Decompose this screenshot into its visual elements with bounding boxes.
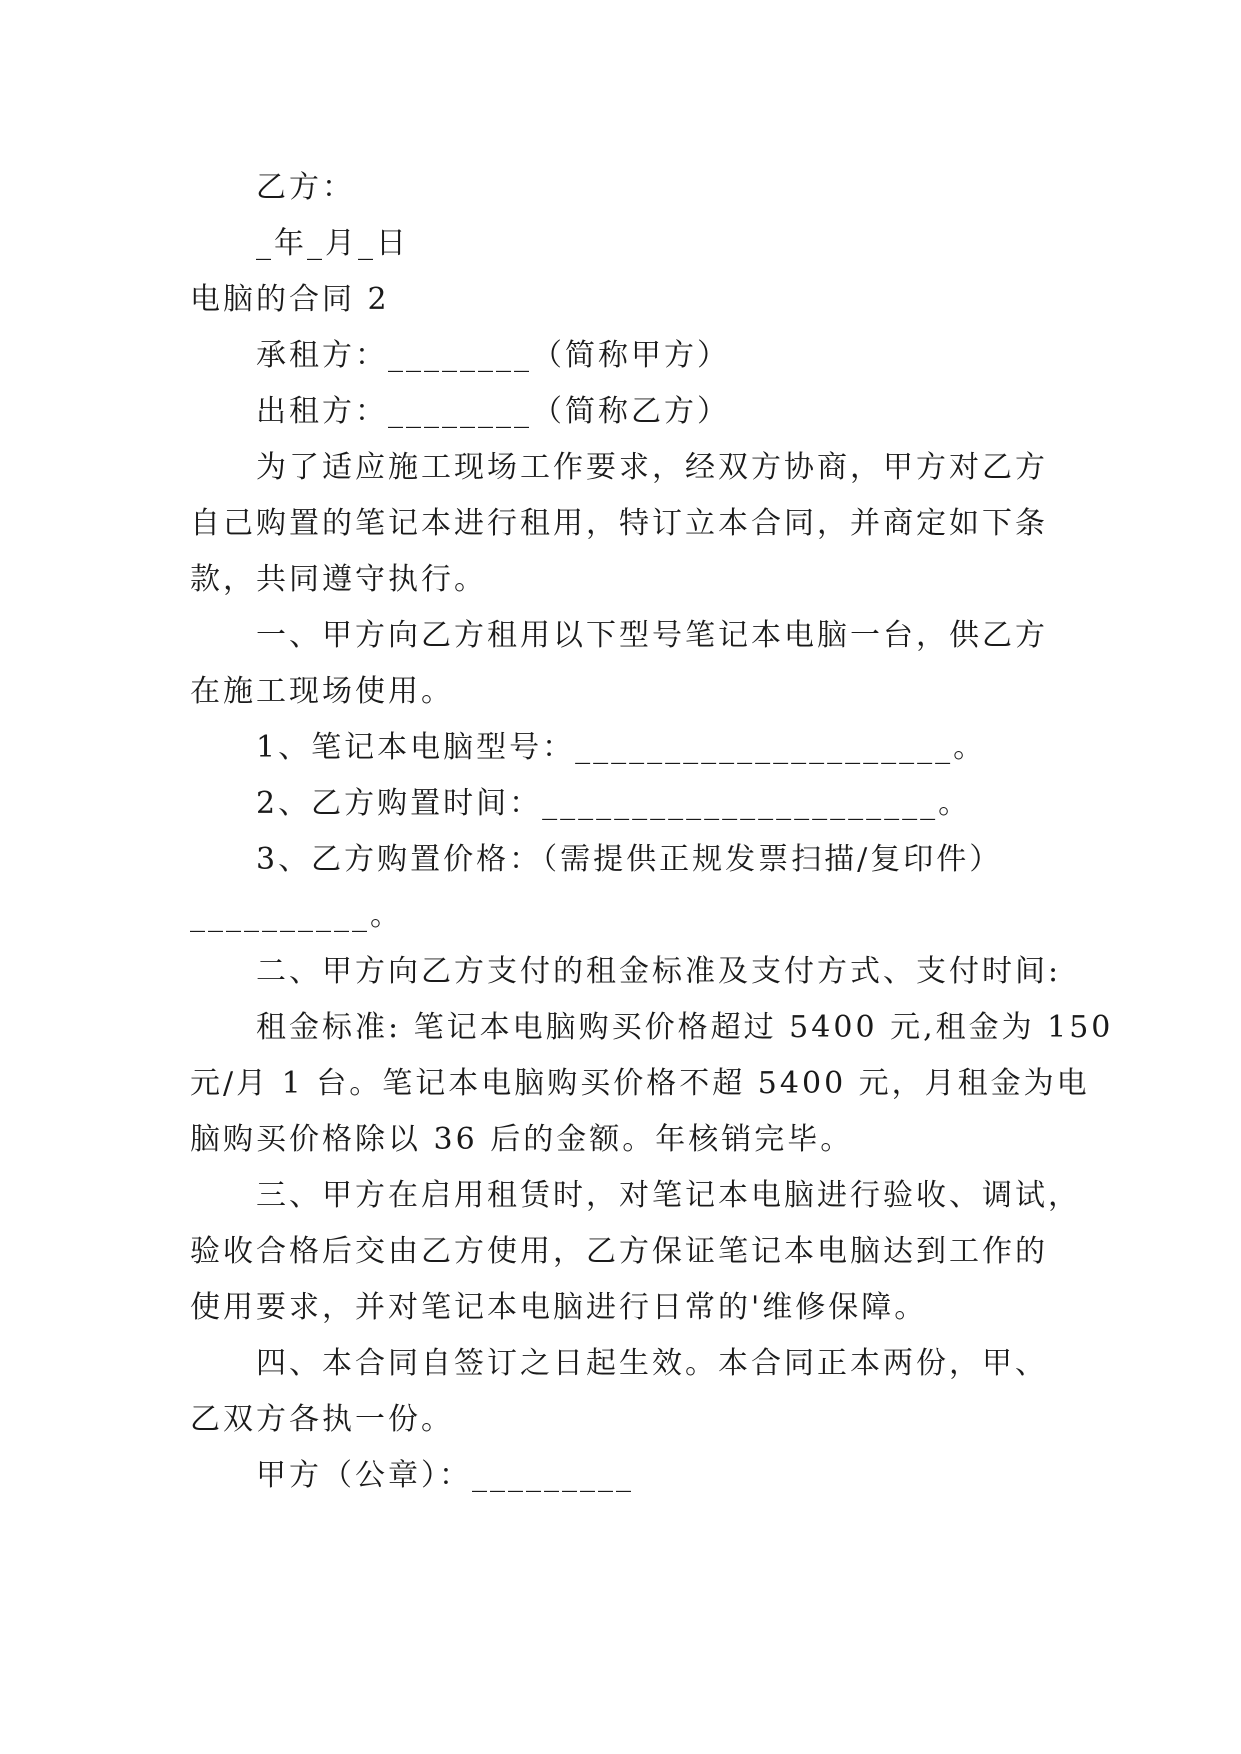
item-laptop-model: 1、笔记本电脑型号：_____________________。 — [256, 730, 987, 765]
party-a-seal-line: 甲方（公章）：_________ — [256, 1458, 634, 1493]
lessor-line: 出租方：________（简称乙方） — [256, 394, 730, 429]
clause-1-line-1: 一、甲方向乙方租用以下型号笔记本电脑一台，供乙方 — [256, 618, 1048, 653]
clause-1-line-2: 在施工现场使用。 — [190, 674, 454, 709]
item-purchase-time: 2、乙方购置时间：______________________。 — [256, 786, 972, 821]
clause-3-line-3: 使用要求，并对笔记本电脑进行日常的'维修保障。 — [190, 1290, 928, 1325]
clause-3-line-1: 三、甲方在启用租赁时，对笔记本电脑进行验收、调试， — [256, 1178, 1081, 1213]
lessee-line: 承租方：________（简称甲方） — [256, 338, 730, 373]
rent-standard-line-1: 租金标准: 笔记本电脑购买价格超过 5400 元,租金为 150 — [256, 1010, 1114, 1045]
rent-standard-line-3: 脑购买价格除以 36 后的金额。年核销完毕。 — [190, 1122, 854, 1157]
signature-date: _年_月_日 — [256, 226, 409, 261]
clause-2-heading: 二、甲方向乙方支付的租金标准及支付方式、支付时间: — [256, 954, 1062, 989]
item-purchase-price: 3、乙方购置价格：（需提供正规发票扫描/复印件） — [256, 842, 1003, 877]
rent-standard-line-2: 元/月 1 台。笔记本电脑购买价格不超 5400 元，月租金为电 — [190, 1066, 1090, 1101]
paragraph-intro-line-3: 款，共同遵守执行。 — [190, 562, 487, 597]
item-purchase-price-blank: __________。 — [190, 898, 403, 933]
contract-title: 电脑的合同 2 — [190, 282, 390, 317]
clause-3-line-2: 验收合格后交由乙方使用，乙方保证笔记本电脑达到工作的 — [190, 1234, 1048, 1269]
paragraph-intro-line-1: 为了适应施工现场工作要求，经双方协商，甲方对乙方 — [256, 450, 1048, 485]
clause-4-line-2: 乙双方各执一份。 — [190, 1402, 454, 1437]
paragraph-intro-line-2: 自己购置的笔记本进行租用，特订立本合同，并商定如下条 — [190, 506, 1048, 541]
clause-4-line-1: 四、本合同自签订之日起生效。本合同正本两份，甲、 — [256, 1346, 1048, 1381]
party-b-signature-label: 乙方： — [256, 170, 355, 205]
